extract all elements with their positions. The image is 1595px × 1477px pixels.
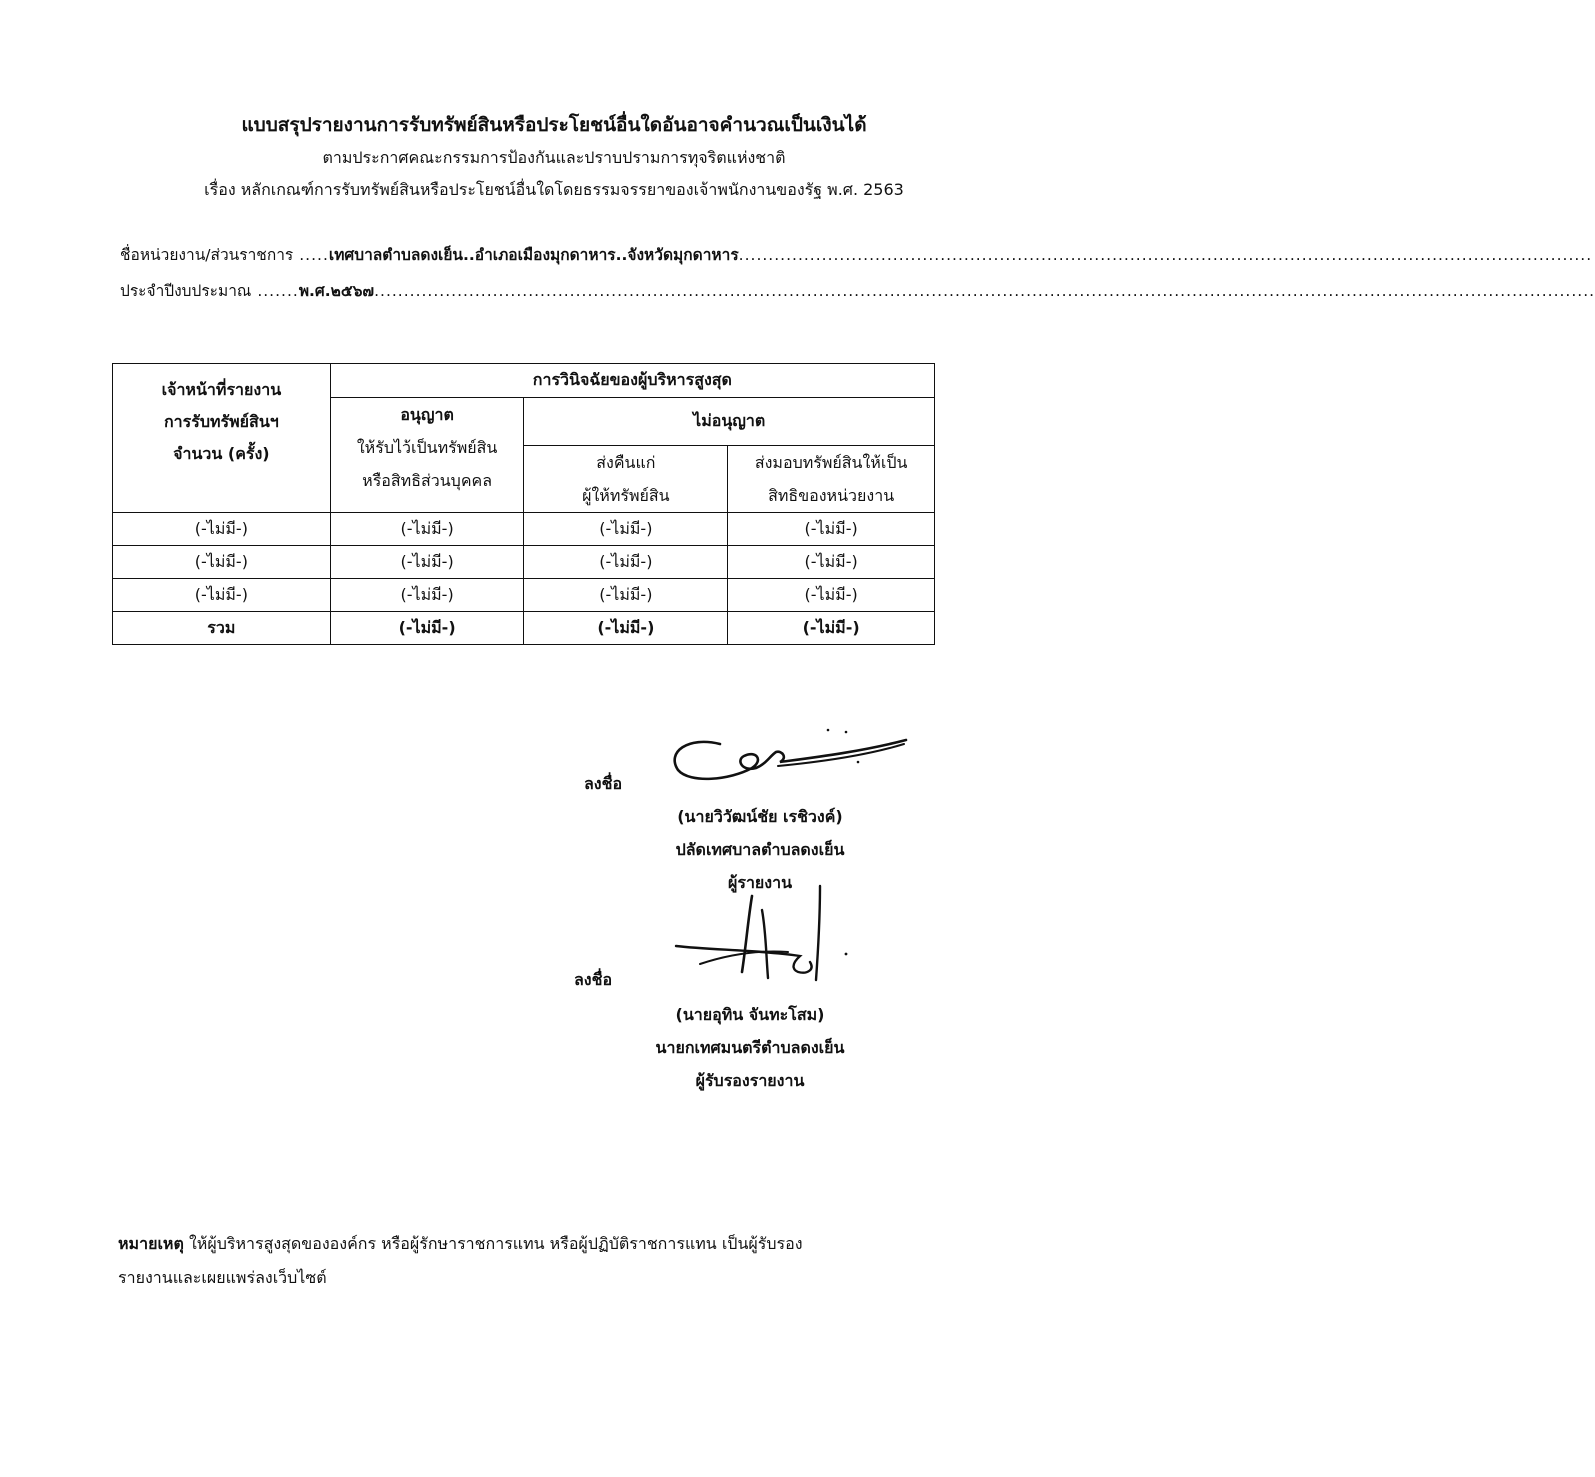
agency-value: เทศบาลตำบลดงเย็น..อำเภอเมืองมุกดาหาร..จังหวัดมุกดาหาร	[328, 246, 739, 264]
table-cell: (-ไม่มี-)	[330, 546, 524, 579]
summary-table	[112, 363, 935, 645]
total-cell: (-ไม่มี-)	[330, 612, 524, 645]
table-cell: (-ไม่มี-)	[728, 579, 935, 612]
certifier-name: (นายอุทิน จันทะโสม)	[675, 1005, 825, 1024]
reporter-signature-image	[660, 722, 920, 792]
table-total-row	[113, 612, 935, 645]
reporter-role: ผู้รายงาน	[727, 873, 793, 892]
reporter-name: (นายวิวัฒน์ชัย เรชิวงค์)	[677, 807, 843, 826]
table-cell: (-ไม่มี-)	[330, 579, 524, 612]
table-header-row-1	[113, 364, 935, 398]
header-transfer-to-agency: ส่งมอบทรัพย์สินให้เป็น สิทธิของหน่วยงาน	[728, 446, 935, 513]
header-official-count: เจ้าหน้าที่รายงาน การรับทรัพย์สินฯ จำนวน (ครั้ง)	[113, 364, 331, 513]
note-label: หมายเหตุ	[118, 1234, 184, 1253]
note-line-2: รายงานและเผยแพร่ลงเว็บไซต์	[118, 1268, 327, 1287]
table-cell: (-ไม่มี-)	[524, 579, 728, 612]
agency-field: ชื่อหน่วยงาน/ส่วนราชการ ..... เทศบาลตำบลดงเย็น..อำเภอเมืองมุกดาหาร..จังหวัดมุกดาหาร ................................................................................................................................................	[120, 242, 950, 267]
table-cell: (-ไม่มี-)	[113, 546, 331, 579]
reporter-position: ปลัดเทศบาลตำบลดงเย็น	[675, 840, 845, 859]
signature-block-certifier	[590, 998, 910, 1097]
table-row	[113, 546, 935, 579]
fiscal-year-value: พ.ศ.๒๕๖๗	[298, 282, 375, 300]
note-line-1: ให้ผู้บริหารสูงสุดขององค์กร หรือผู้รักษาราชการแทน หรือผู้ปฏิบัติราชการแทน เป็นผู้รับรอง	[188, 1234, 803, 1253]
table-cell: (-ไม่มี-)	[330, 513, 524, 546]
table-cell: (-ไม่มี-)	[728, 513, 935, 546]
document-subtitle-announcement: ตามประกาศคณะกรรมการป้องกันและปราบปรามการทุจริตแห่งชาติ	[322, 148, 786, 167]
header-return-to-giver: ส่งคืนแก่ ผู้ให้ทรัพย์สิน	[524, 446, 728, 513]
table-row	[113, 513, 935, 546]
agency-label: ชื่อหน่วยงาน/ส่วนราชการ	[120, 246, 294, 264]
table-cell: (-ไม่มี-)	[113, 513, 331, 546]
signature-label-reporter: ลงชื่อ	[584, 774, 623, 793]
certifier-role: ผู้รับรองรายงาน	[695, 1071, 805, 1090]
table-cell: (-ไม่มี-)	[728, 546, 935, 579]
note-section	[118, 1227, 978, 1295]
document-title: แบบสรุปรายงานการรับทรัพย์สินหรือประโยชน์อื่นใดอันอาจคำนวณเป็นเงินได้	[241, 114, 867, 136]
header-executive-decision: การวินิจฉัยของผู้บริหารสูงสุด	[330, 364, 934, 398]
total-cell: (-ไม่มี-)	[728, 612, 935, 645]
certifier-position: นายกเทศมนตรีตำบลดงเย็น	[655, 1038, 845, 1057]
fiscal-year-field: ประจำปีงบประมาณ ....... พ.ศ.๒๕๖๗ ..............................................................................................................................................................................................................	[120, 278, 950, 303]
table-cell: (-ไม่มี-)	[524, 513, 728, 546]
table-cell: (-ไม่มี-)	[113, 579, 331, 612]
total-label: รวม	[113, 612, 331, 645]
table-row	[113, 579, 935, 612]
document-subtitle-subject: เรื่อง หลักเกณฑ์การรับทรัพย์สินหรือประโยชน์อื่นใดโดยธรรมจรรยาของเจ้าพนักงานของรัฐ พ.ศ. 2563	[204, 180, 904, 199]
header-permit: อนุญาต ให้รับไว้เป็นทรัพย์สิน หรือสิทธิส่วนบุคคล	[330, 398, 524, 513]
fiscal-year-label: ประจำปีงบประมาณ	[120, 282, 252, 300]
table-cell: (-ไม่มี-)	[524, 546, 728, 579]
header-not-permit: ไม่อนุญาต	[524, 398, 935, 446]
signature-label-certifier: ลงชื่อ	[574, 970, 613, 989]
certifier-signature-image	[670, 880, 870, 990]
total-cell: (-ไม่มี-)	[524, 612, 728, 645]
